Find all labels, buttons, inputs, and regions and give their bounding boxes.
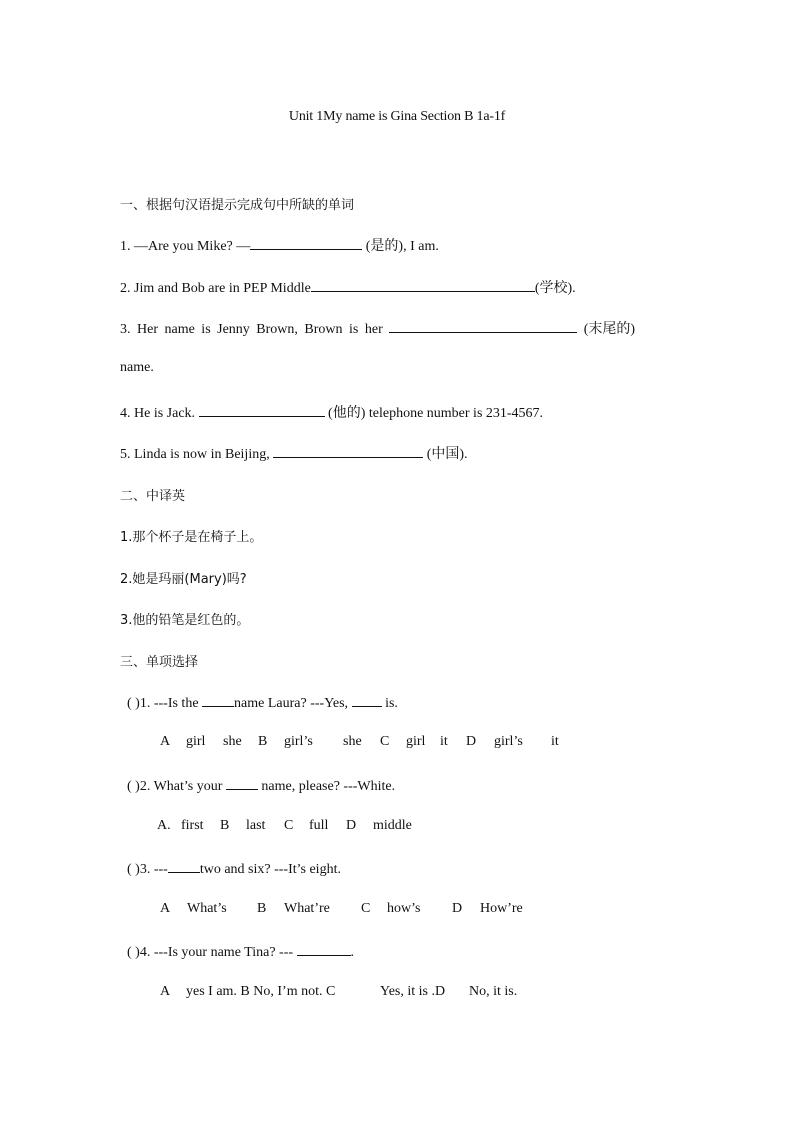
answer-blank-2[interactable] [311,278,535,292]
option-text: last [246,818,266,833]
answer-paren[interactable]: ( ) [127,696,140,711]
q-stem: two and six? ---It’s eight. [199,862,341,877]
fill-question-1 [120,235,439,255]
option-letter: B [258,734,268,749]
fill-question-2 [120,277,576,297]
translate-item-2: 2.她是玛丽(Mary)吗? [120,572,247,587]
answer-blank-3[interactable] [389,319,577,333]
option-letter: C [284,818,294,833]
option-letter: D [346,818,357,833]
stem-blank [202,693,234,707]
option-text: girl [406,734,426,749]
q-stem: name, please? ---White. [257,779,396,794]
q-stem: is. [381,696,398,711]
q-stem: 3. --- [139,862,168,877]
q3-continuation: name. [120,360,154,375]
q-stem: 4. ---Is your name Tina? --- [139,945,297,960]
option-letter: D [452,901,463,916]
section3-heading: 三、单项选择 [120,655,199,670]
option-text: Yes, it is .D [380,984,446,999]
option-text: How’re [480,901,523,916]
option-letter: B [257,901,267,916]
q-stem: name Laura? ---Yes, [234,696,352,711]
stem-blank [297,942,351,956]
option-letter: A [160,734,171,749]
answer-paren[interactable]: ( ) [127,945,140,960]
page-title: Unit 1My name is Gina Section B 1a-1f [288,109,506,124]
q-stem: . [350,945,355,960]
option-text: it [440,734,448,749]
answer-blank-5[interactable] [273,444,423,458]
q4-suffix: (他的) telephone number is 231-4567. [324,406,544,421]
option-letter: A [160,901,171,916]
option-text: girl’s [494,734,523,749]
q2-suffix: (学校). [534,281,576,296]
option-letter: D [466,734,477,749]
fill-question-3 [120,318,635,338]
q4-prefix: 4. He is Jack. [120,406,199,421]
q-stem: 2. What’s your [139,779,226,794]
option-text: girl [186,734,206,749]
option-text: first [181,818,204,833]
option-text: What’s [187,901,227,916]
choice-question-2 [127,776,395,795]
q1-prefix: 1. —Are you Mike? — [120,239,251,254]
section1-heading: 一、根据句汉语提示完成句中所缺的单词 [120,198,355,213]
option-letter: A [160,984,171,999]
q1-suffix: (是的), I am. [362,239,439,254]
option-text: girl’s [284,734,313,749]
option-text: What’re [284,901,330,916]
choice-question-4 [127,942,354,961]
option-letter: A. [157,818,171,833]
q5-suffix: (中国). [423,447,468,462]
q-stem: 1. ---Is the [139,696,203,711]
option-text: how’s [387,901,421,916]
answer-blank-4[interactable] [199,403,325,417]
q5-prefix: 5. Linda is now in Beijing, [120,447,274,462]
stem-blank [226,776,258,790]
fill-question-4 [120,402,543,422]
stem-blank [168,859,200,873]
option-letter: B [220,818,230,833]
option-letter: C [380,734,390,749]
option-text: she [343,734,362,749]
answer-blank-1[interactable] [250,236,362,250]
option-text: No, it is. [469,984,518,999]
option-letter: C [361,901,371,916]
answer-paren[interactable]: ( ) [127,862,140,877]
fill-question-5 [120,443,468,463]
option-text: it [551,734,559,749]
translate-item-1: 1.那个杯子是在椅子上。 [120,530,263,545]
option-text: middle [373,818,412,833]
q3-prefix: 3. Her name is Jenny Brown, Brown is her [120,322,390,337]
option-text: yes I am. B No, I’m not. C [186,984,336,999]
stem-blank [352,693,382,707]
q2-prefix: 2. Jim and Bob are in PEP Middle [120,281,311,296]
option-text: she [223,734,242,749]
choice-question-1 [127,693,398,712]
translate-item-3: 3.他的铅笔是红色的。 [120,613,250,628]
option-text: full [309,818,329,833]
section2-heading: 二、中译英 [120,489,186,504]
choice-question-3 [127,859,341,878]
q3-suffix: (末尾的) [577,322,636,337]
answer-paren[interactable]: ( ) [127,779,140,794]
